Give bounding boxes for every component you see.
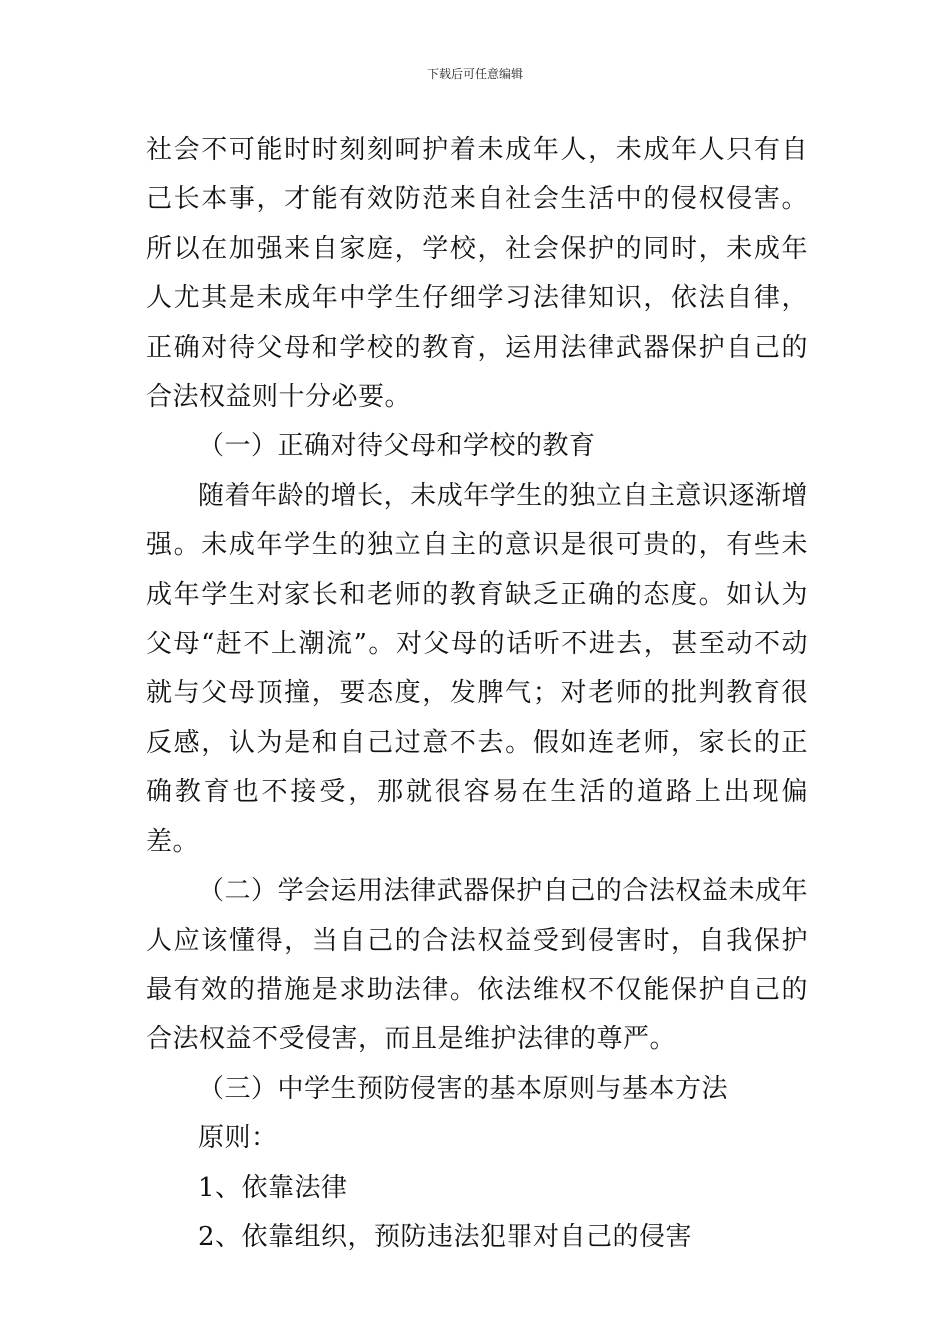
list-item-2: 2、依靠组织，预防违法犯罪对自己的侵害 [198,1221,693,1252]
intro-paragraph: 社会不可能时时刻刻呵护着未成年人，未成年人只有自己长本事，才能有效防范来自社会生活中的侵权侵害。所以在加强来自家庭，学校，社会保护的同时，未成年人尤其是未成年中学生仔细学习法律知识，依法自律，正确对待父母和学校的教育，运用法律武器保护自己的合法权益则十分必要。 [146,135,808,413]
section-heading-1: （一）正确对待父母和学校的教育 [198,431,596,462]
header-note: 下载后可任意编辑 [426,67,523,81]
paragraph-1: 随着年龄的增长，未成年学生的独立自主意识逐渐增强。未成年学生的独立自主的意识是很可贵的，有些未成年学生对家长和老师的教育缺乏正确的态度。如认为父母“赶不上潮流”。对父母的话听不进去，甚至动不动就与父母顶撞，要态度，发脾气；对老师的批判教育很反感，认为是和自己过意不去。假如连老师，家长的正确教育也不接受，那就很容易在生活的道路上出现偏差。 [146,480,808,857]
section-heading-3: （三）中学生预防侵害的基本原则与基本方法 [198,1073,729,1104]
paragraph-2: （二）学会运用法律武器保护自己的合法权益未成年人应该懂得，当自己的合法权益受到侵害时，自我保护最有效的措施是求助法律。依法维权不仅能保护自己的合法权益不受侵害，而且是维护法律的尊严。 [146,876,808,1055]
document-body [146,126,808,1262]
list-item-1: 1、依靠法律 [198,1172,348,1203]
principle-label: 原则： [198,1123,278,1154]
